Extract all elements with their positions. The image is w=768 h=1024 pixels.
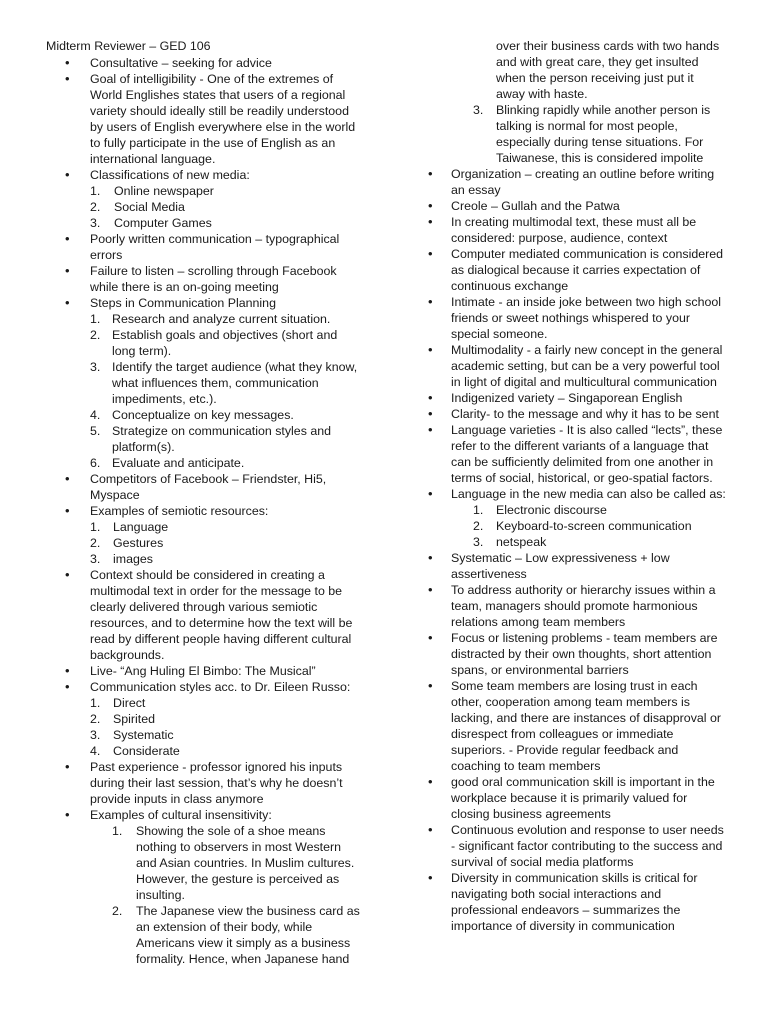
list-item: • Consultative – seeking for advice xyxy=(46,55,362,71)
list-item: 1. Online newspaper xyxy=(90,184,214,198)
list-item: 2. Spirited xyxy=(90,712,156,726)
left-column xyxy=(46,38,362,967)
communication-styles-list xyxy=(46,695,362,759)
list-item: 1. Electronic discourse xyxy=(473,503,607,517)
continued-text: over their business cards with two hands and with great care, they get insulted when the person receiving just put it away with haste. xyxy=(496,39,720,101)
list-item: • Poorly written communication – typographical errors xyxy=(46,231,362,263)
list-item: 2. Establish goals and objectives (short and long term). xyxy=(90,328,338,358)
list-item: 1. Language xyxy=(90,520,169,534)
list-item: • Some team members are losing trust in each other, cooperation among team members is lacking, and there are instances of disapproval or disrespect from colleagues or immediate superiors. - Provide regular feedback and coaching to team members xyxy=(426,678,726,774)
list-item: 5. Strategize on communication styles and platform(s). xyxy=(90,424,332,454)
list-item: • Failure to listen – scrolling through Facebook while there is an on-going meeting xyxy=(46,263,362,295)
list-item: 3. Blinking rapidly while another person is talking is normal for most people, especially during tense situations. For Taiwanese, this is considered impolite xyxy=(473,103,711,165)
right-bullet-list xyxy=(426,166,726,502)
communication-planning-steps xyxy=(46,311,362,471)
list-item: • Communication styles acc. to Dr. Eileen Russo: xyxy=(46,679,362,695)
list-item: • Steps in Communication Planning xyxy=(46,295,362,311)
list-item-text: • Classifications of new media: xyxy=(90,168,250,182)
list-item: 1. Research and analyze current situation. xyxy=(90,312,331,326)
list-item: • Computer mediated communication is considered as dialogical because it carries expectation of continuous exchange xyxy=(426,246,726,294)
list-item: • Focus or listening problems - team members are distracted by their own thoughts, short attention spans, or environmental barriers xyxy=(426,630,726,678)
list-item: • Live- “Ang Huling El Bimbo: The Musical” xyxy=(46,663,362,679)
list-item: 3. Computer Games xyxy=(90,216,212,230)
list-item: • good oral communication skill is important in the workplace because it is primarily valued for closing business agreements xyxy=(426,774,726,822)
page-title: Midterm Reviewer – GED 106 xyxy=(46,39,211,53)
cultural-insensitivity-list xyxy=(46,823,362,967)
list-item: • Multimodality - a fairly new concept in the general academic setting, but can be a very powerful tool in light of digital and multicultural communication xyxy=(426,342,726,390)
list-item: • Goal of intelligibility - One of the extremes of World Englishes states that users of a regional variety should ideally still be readily understood by users of English everywhere else in the world to fully participate in the use of English as an international language. xyxy=(46,71,362,167)
list-item: • In creating multimodal text, these must all be considered: purpose, audience, context xyxy=(426,214,726,246)
list-item: • To address authority or hierarchy issues within a team, managers should promote harmonious relations among team members xyxy=(426,582,726,630)
list-item xyxy=(46,167,362,183)
list-item: 3. netspeak xyxy=(473,535,547,549)
list-item: 1. Direct xyxy=(90,696,146,710)
left-bullet-list xyxy=(46,55,362,183)
list-item: • Creole – Gullah and the Patwa xyxy=(426,198,726,214)
list-item: • Organization – creating an outline before writing an essay xyxy=(426,166,726,198)
cultural-insensitivity-list-continued xyxy=(426,102,726,166)
list-item: • Continuous evolution and response to user needs - significant factor contributing to the success and survival of social media platforms xyxy=(426,822,726,870)
list-item: • Context should be considered in creating a multimodal text in order for the message to be clearly delivered through various semiotic resources, and to determine how the text will be read by different people having different cultural backgrounds. xyxy=(46,567,362,663)
list-item: • Competitors of Facebook – Friendster, Hi5, Myspace xyxy=(46,471,362,503)
right-column xyxy=(426,38,726,934)
list-item: • Language varieties - It is also called “lects”, these refer to the different variants of a language that can be sufficiently delimited from one another in terms of social, historical, or geo-spatial factors. xyxy=(426,422,726,486)
list-item: 2. The Japanese view the business card as an extension of their body, while Americans view it simply as a business formality. Hence, when Japanese hand xyxy=(112,904,360,966)
list-item: 3. Systematic xyxy=(90,728,174,742)
semiotic-resources-list xyxy=(46,519,362,567)
list-item: • Systematic – Low expressiveness + low assertiveness xyxy=(426,550,726,582)
list-item: • Indigenized variety – Singaporean English xyxy=(426,390,726,406)
list-item: 3. images xyxy=(90,552,153,566)
list-item: 4. Conceptualize on key messages. xyxy=(90,408,294,422)
list-item: 2. Social Media xyxy=(90,200,185,214)
list-item: 3. Identify the target audience (what they know, what influences them, communication impediments, etc.). xyxy=(90,360,358,406)
list-item: 6. Evaluate and anticipate. xyxy=(90,456,245,470)
list-item: 1. Showing the sole of a shoe means nothing to observers in most Western and Asian countries. In Muslim cultures. However, the gesture is perceived as insulting. xyxy=(112,824,355,902)
list-item: • Clarity- to the message and why it has to be sent xyxy=(426,406,726,422)
list-item: • Examples of semiotic resources: xyxy=(46,503,362,519)
list-item: • Past experience - professor ignored his inputs during their last session, that’s why he doesn’t provide inputs in class anymore xyxy=(46,759,362,807)
list-item: 2. Gestures xyxy=(90,536,164,550)
new-media-language-list xyxy=(426,502,726,550)
list-item: • Examples of cultural insensitivity: xyxy=(46,807,362,823)
list-item: 4. Considerate xyxy=(90,744,180,758)
list-item: • Language in the new media can also be called as: xyxy=(426,486,726,502)
list-item: 2. Keyboard-to-screen communication xyxy=(473,519,692,533)
list-item: • Intimate - an inside joke between two high school friends or sweet nothings whispered to your special someone. xyxy=(426,294,726,342)
new-media-list xyxy=(46,183,362,231)
list-item: • Diversity in communication skills is critical for navigating both social interactions and professional endeavors – summarizes the importance of diversity in communication xyxy=(426,870,726,934)
